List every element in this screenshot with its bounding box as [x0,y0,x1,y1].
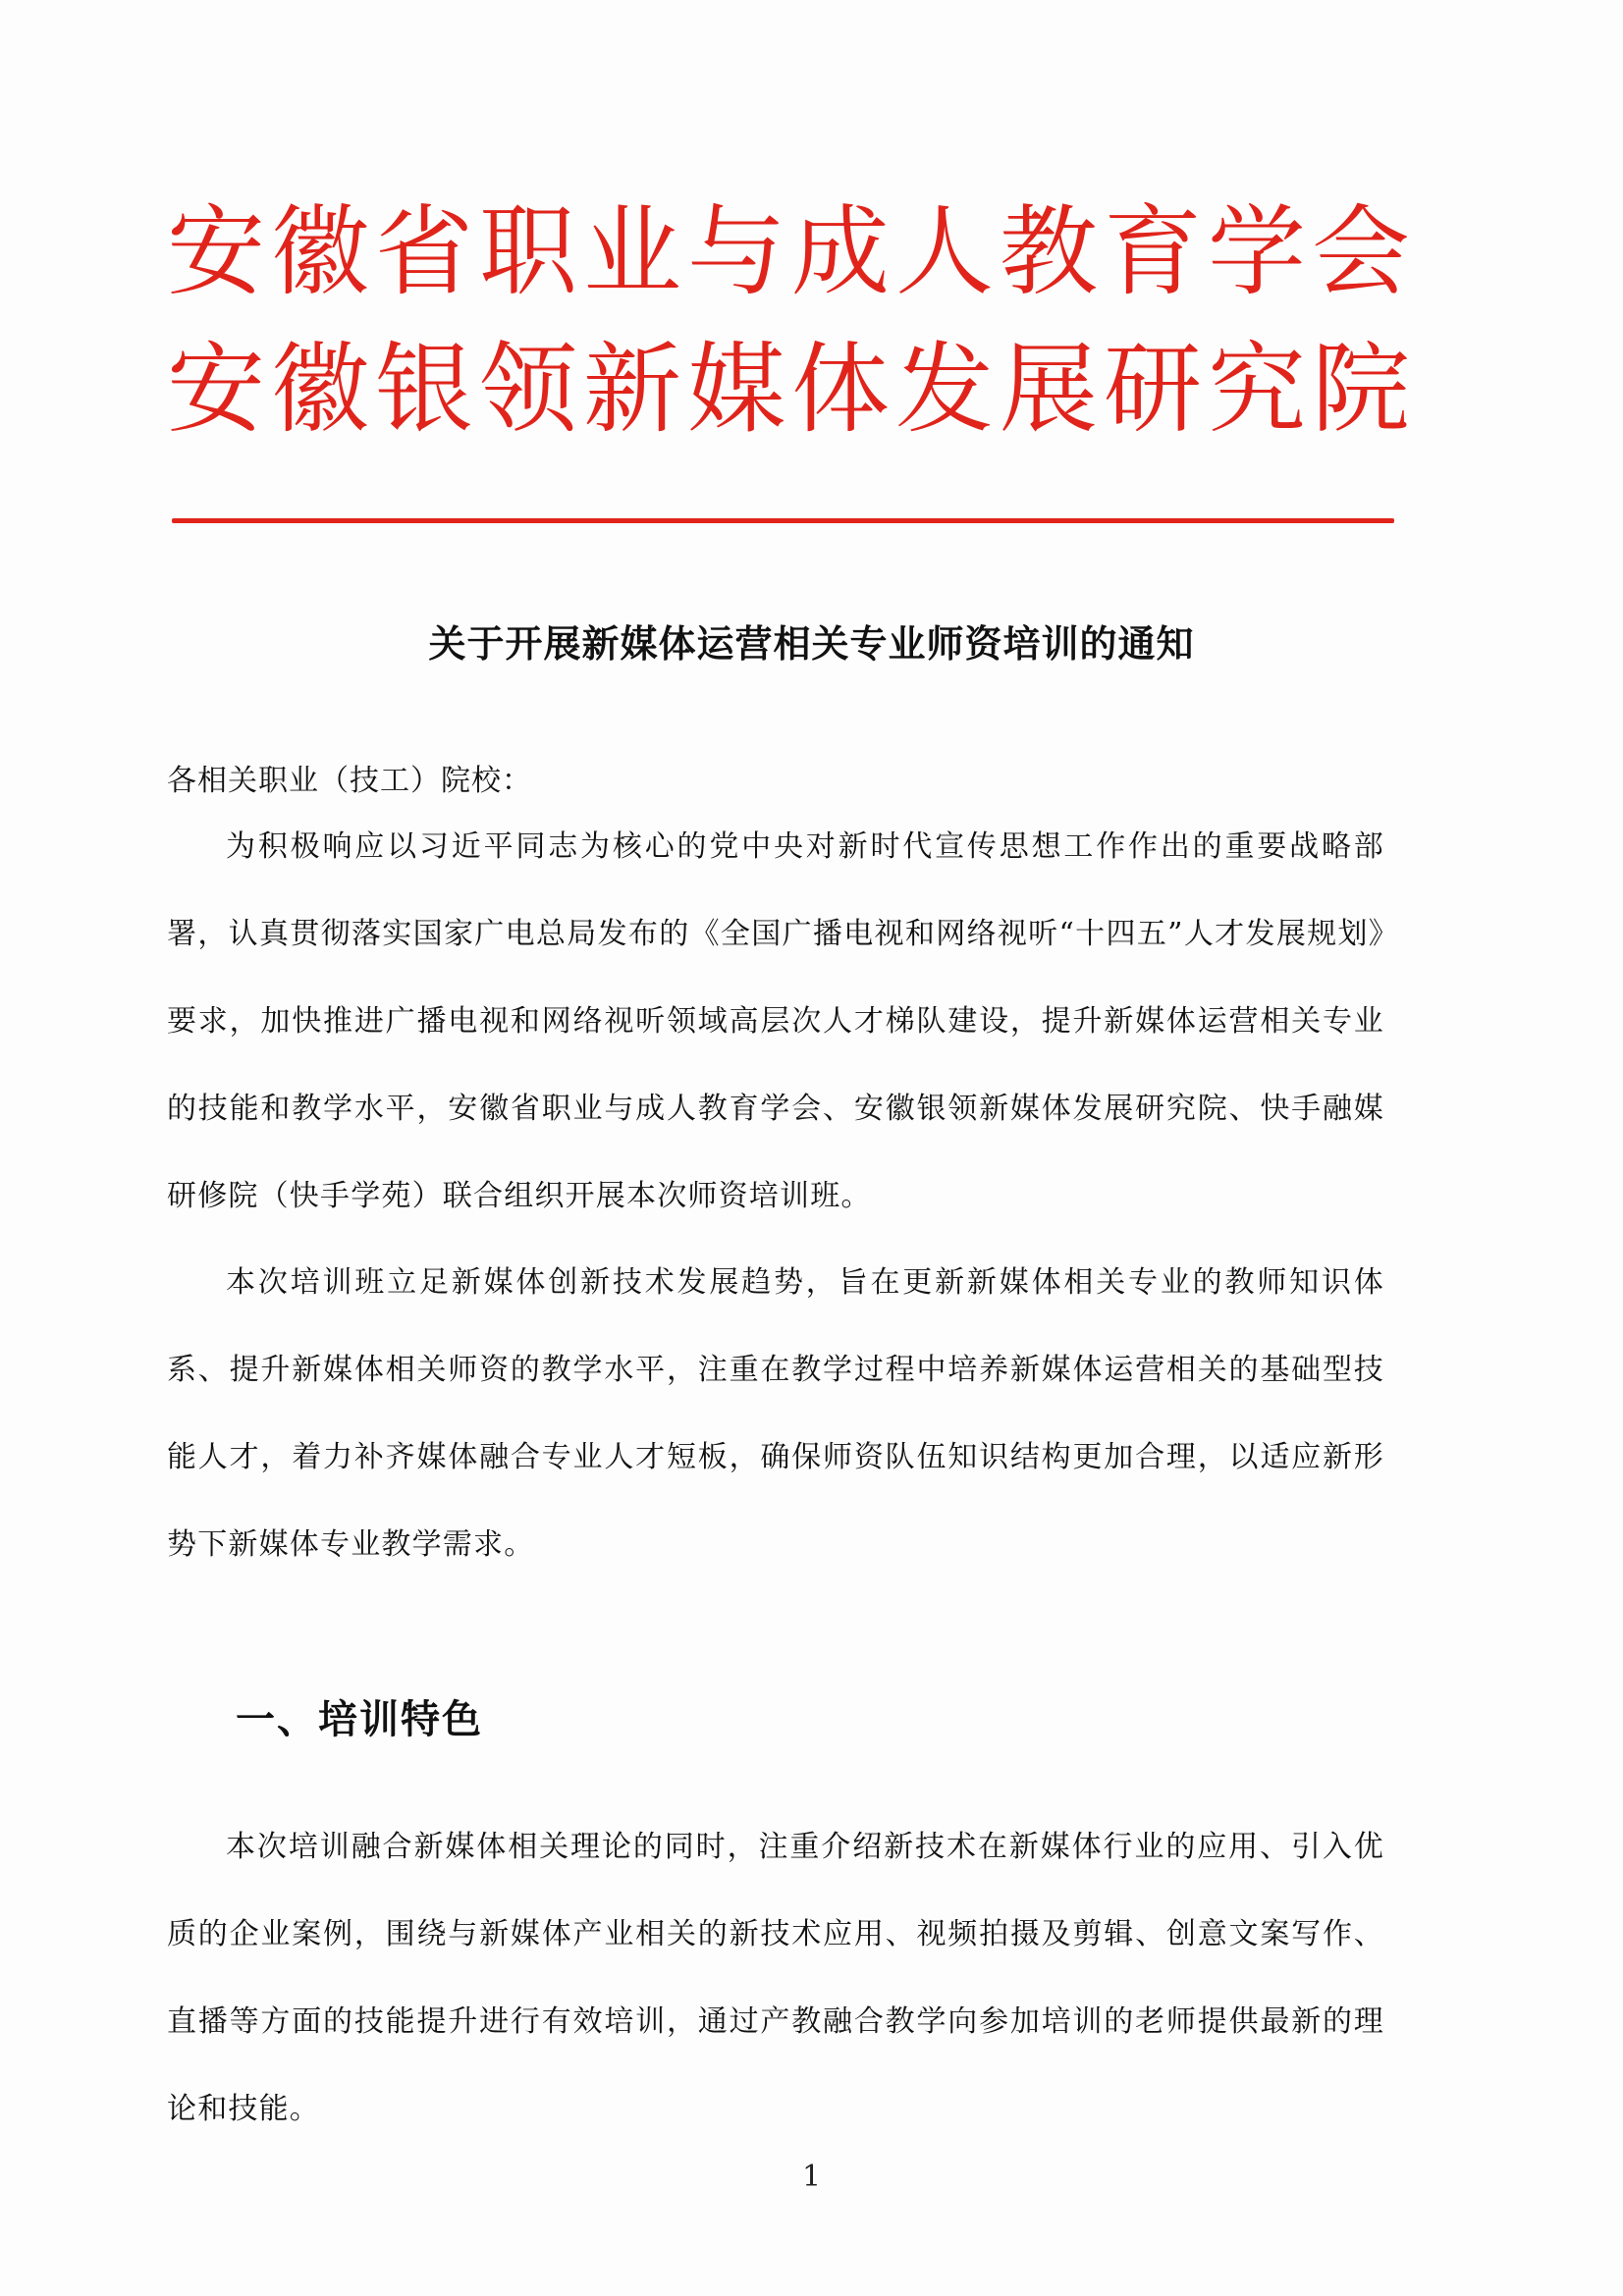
salutation: 各相关职业（技工）院校： [167,764,532,798]
document-title: 关于开展新媒体运营相关专业师资培训的通知 [428,622,1195,666]
paragraph-2: 本次培训班立足新媒体创新技术发展趋势，旨在更新新媒体相关专业的教师知识体系、提升新媒体相关师资的教学水平，注重在教学过程中培养新媒体运营相关的基础型技能人才，着力补齐媒体融合专业人才短板，确保师资队伍知识结构更加合理，以适应新形势下新媒体专业教学需求。 [167,1265,1384,1562]
letterhead-org-name-1: 安徽省职业与成人教育学会 [167,194,1416,309]
letterhead-org-name-2: 安徽银领新媒体发展研究院 [167,332,1416,447]
letterhead-divider [172,518,1394,523]
page-number: 1 [801,2160,822,2194]
paragraph-3: 本次培训融合新媒体相关理论的同时，注重介绍新技术在新媒体行业的应用、引入优质的企业案例，围绕与新媒体产业相关的新技术应用、视频拍摄及剪辑、创意文案写作、直播等方面的技能提升进行有效培训，通过产教融合教学向参加培训的老师提供最新的理论和技能。 [167,1830,1384,2126]
paragraph-1: 为积极响应以习近平同志为核心的党中央对新时代宣传思想工作作出的重要战略部署，认真贯彻落实国家广电总局发布的《全国广播电视和网络视听“十四五”人才发展规划》要求，加快推进广播电视和网络视听领域高层次人才梯队建设，提升新媒体运营相关专业的技能和教学水平，安徽省职业与成人教育学会、安徽银领新媒体发展研究院、快手融媒研修院（快手学苑）联合组织开展本次师资培训班。 [167,829,1384,1213]
section-heading-features: 一、培训特色 [236,1697,483,1742]
